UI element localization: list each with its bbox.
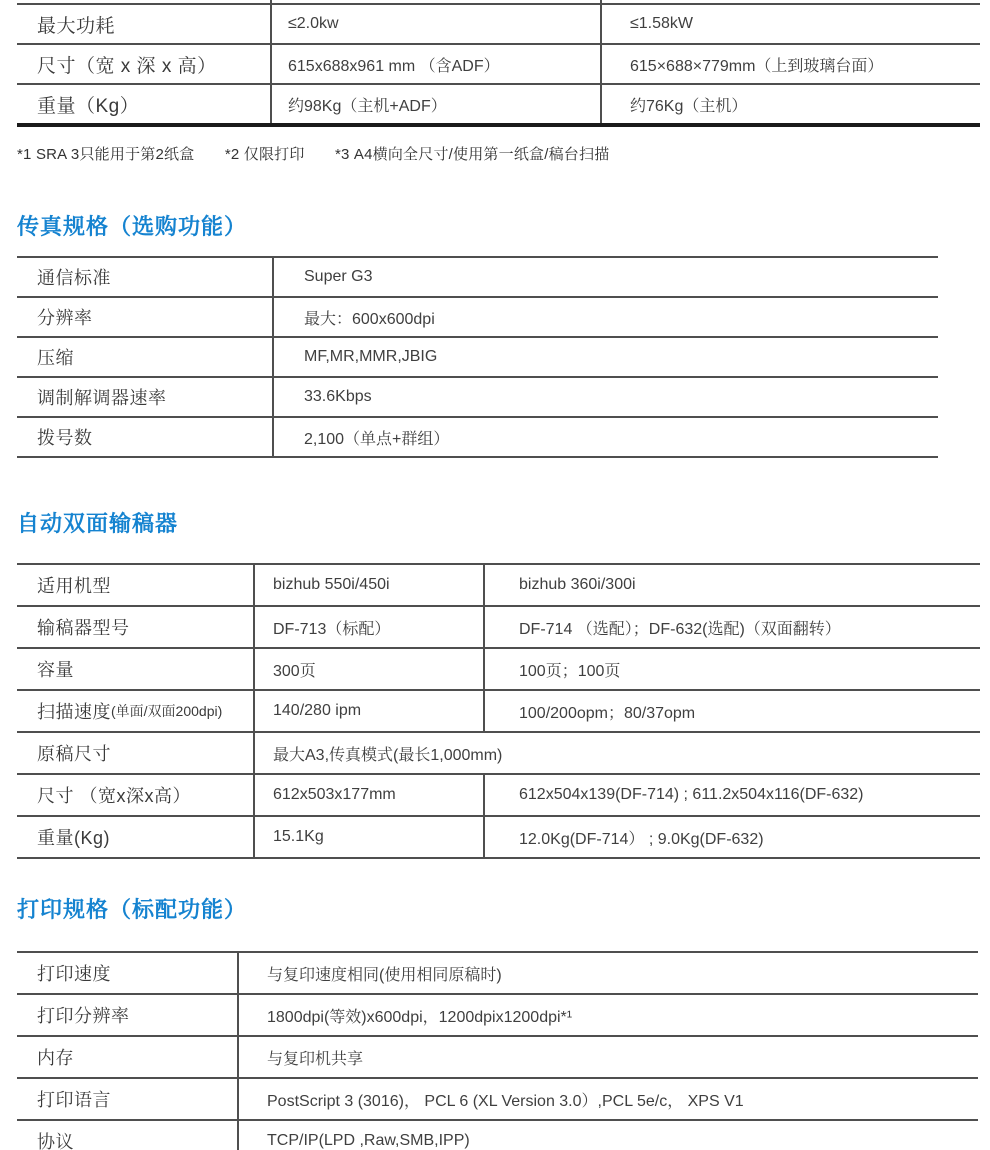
row-label: 内存 — [37, 1048, 74, 1068]
row-value: 最大：600x600dpi — [272, 298, 938, 336]
row-label: 分辨率 — [37, 308, 93, 328]
table-row — [17, 296, 938, 336]
row-label: 适用机型 — [37, 576, 111, 596]
table-row — [17, 1119, 978, 1150]
row-value: 12.0Kg(DF-714） ; 9.0Kg(DF-632) — [483, 817, 980, 857]
table-row — [17, 563, 980, 605]
row-value: PostScript 3 (3016)， PCL 6 (XL Version 3.0）,PCL 5e/c， XPS V1 — [237, 1079, 978, 1119]
row-value: 300页 — [253, 649, 483, 689]
table-row — [17, 993, 978, 1035]
row-value: 612x503x177mm — [253, 775, 483, 815]
row-label — [17, 691, 253, 731]
row-value-cell — [600, 0, 980, 3]
table-row — [17, 815, 980, 857]
row-label: 打印语言 — [37, 1090, 111, 1110]
fax-spec-table — [17, 256, 938, 458]
row-label: 打印分辨率 — [37, 1006, 130, 1026]
row-label: 拨号数 — [37, 428, 93, 448]
row-label-cell — [17, 0, 270, 3]
row-value-spanning: 最大A3,传真模式(最长1,000mm) — [253, 733, 980, 773]
table-row — [17, 731, 980, 773]
section-heading-print: 打印规格（标配功能） — [17, 897, 248, 922]
row-value: ≤2.0kw — [270, 5, 600, 43]
table-row — [17, 773, 980, 815]
footnotes: *1 SRA 3只能用于第2纸盒 *2 仅限打印 *3 A4横向全尺寸/使用第一纸盒/稿台扫描 — [17, 146, 610, 163]
row-label: 容量 — [37, 660, 74, 680]
row-value: MF,MR,MMR,JBIG — [272, 338, 938, 376]
row-value: bizhub 360i/300i — [483, 565, 980, 605]
row-value: TCP/IP(LPD ,Raw,SMB,IPP) — [237, 1121, 978, 1150]
section-heading-adf: 自动双面输稿器 — [17, 511, 179, 536]
row-value: Super G3 — [272, 258, 938, 296]
row-value: 100/200opm；80/37opm — [483, 691, 980, 731]
row-value-cell — [270, 0, 600, 3]
row-value: 140/280 ipm — [253, 691, 483, 731]
row-label: 尺寸（宽 x 深 x 高） — [37, 55, 217, 77]
row-value: 615x688x961 mm （含ADF） — [270, 45, 600, 83]
row-label: 原稿尺寸 — [37, 744, 111, 764]
row-value: 2,100（单点+群组） — [272, 418, 938, 456]
row-value: bizhub 550i/450i — [253, 565, 483, 605]
row-value: 100页；100页 — [483, 649, 980, 689]
row-label-sub: (单面/双面200dpi) — [111, 703, 223, 719]
row-value: 615×688×779mm（上到玻璃台面） — [600, 45, 980, 83]
row-label: 调制解调器速率 — [37, 388, 167, 408]
row-label: 重量(Kg) — [37, 828, 111, 848]
table-row — [17, 689, 980, 731]
row-label: 打印速度 — [37, 964, 111, 984]
adf-spec-table — [17, 563, 980, 859]
row-value: 33.6Kbps — [272, 378, 938, 416]
table-row — [17, 3, 980, 43]
row-label: 压缩 — [37, 348, 74, 368]
row-value: 612x504x139(DF-714) ; 611.2x504x116(DF-632) — [483, 775, 980, 815]
table-row — [17, 605, 980, 647]
row-label: 协议 — [37, 1132, 74, 1150]
row-label: 最大功耗 — [37, 15, 116, 37]
row-value: 与复印速度相同(使用相同原稿时) — [237, 953, 978, 993]
table-row — [17, 1035, 978, 1077]
row-label: 尺寸 （宽x深x高） — [37, 786, 192, 806]
row-value: 与复印机共享 — [237, 1037, 978, 1077]
table-row — [17, 43, 980, 83]
table-row — [17, 1077, 978, 1119]
table-row — [17, 416, 938, 456]
table-row — [17, 83, 980, 123]
row-label: 输稿器型号 — [37, 618, 130, 638]
row-value: ≤1.58kW — [600, 5, 980, 43]
row-value: DF-714 （选配）；DF-632(选配)（双面翻转） — [483, 607, 980, 647]
row-value: 约98Kg（主机+ADF） — [270, 85, 600, 123]
row-label: 重量（Kg） — [37, 95, 140, 117]
print-spec-table — [17, 951, 978, 1150]
row-label-main: 扫描速度 — [37, 702, 111, 722]
table-row — [17, 336, 938, 376]
table-row — [17, 376, 938, 416]
row-value: DF-713（标配） — [253, 607, 483, 647]
table-row — [17, 951, 978, 993]
row-value: 15.1Kg — [253, 817, 483, 857]
row-label: 通信标准 — [37, 268, 111, 288]
row-value: 1800dpi(等效)x600dpi，1200dpix1200dpi*¹ — [237, 995, 978, 1035]
table-row — [17, 256, 938, 296]
section-heading-fax: 传真规格（选购功能） — [17, 214, 248, 239]
table-row — [17, 647, 980, 689]
table-row-partial — [17, 0, 980, 3]
row-value: 约76Kg（主机） — [600, 85, 980, 123]
power-size-weight-table — [17, 0, 980, 127]
